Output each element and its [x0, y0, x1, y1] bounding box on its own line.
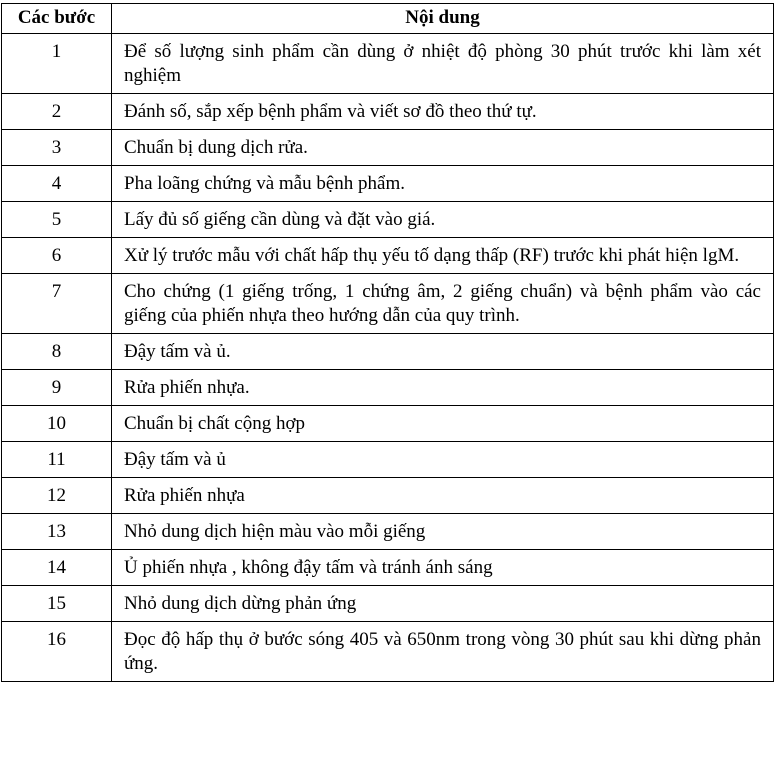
- table-row: [2, 166, 774, 202]
- header-step: Các bước: [2, 4, 112, 34]
- table-header-row: [2, 4, 774, 34]
- step-number: 2: [2, 94, 112, 130]
- table-row: [2, 274, 774, 334]
- step-number: 4: [2, 166, 112, 202]
- step-content: Để số lượng sinh phẩm cần dùng ở nhiệt độ phòng 30 phút trước khi làm xét nghiệm: [112, 34, 774, 94]
- table-row: [2, 442, 774, 478]
- table-row: [2, 238, 774, 274]
- step-number: 7: [2, 274, 112, 334]
- step-content: Đậy tấm và ủ.: [112, 334, 774, 370]
- step-number: 12: [2, 478, 112, 514]
- step-number: 15: [2, 586, 112, 622]
- table-row: [2, 622, 774, 682]
- table-row: [2, 550, 774, 586]
- step-number: 9: [2, 370, 112, 406]
- header-content: Nội dung: [112, 4, 774, 34]
- table-row: [2, 370, 774, 406]
- step-number: 5: [2, 202, 112, 238]
- step-content: Cho chứng (1 giếng trống, 1 chứng âm, 2 giếng chuẩn) và bệnh phẩm vào các giếng của phiến nhựa theo hướng dẫn của quy trình.: [112, 274, 774, 334]
- step-number: 10: [2, 406, 112, 442]
- table-row: [2, 34, 774, 94]
- step-number: 16: [2, 622, 112, 682]
- step-content: Nhỏ dung dịch hiện màu vào mỗi giếng: [112, 514, 774, 550]
- table-row: [2, 130, 774, 166]
- table-row: [2, 514, 774, 550]
- step-content: Rửa phiến nhựa: [112, 478, 774, 514]
- step-content: Chuẩn bị chất cộng hợp: [112, 406, 774, 442]
- step-content: Nhỏ dung dịch dừng phản ứng: [112, 586, 774, 622]
- table-row: [2, 586, 774, 622]
- table-row: [2, 94, 774, 130]
- step-number: 11: [2, 442, 112, 478]
- step-number: 13: [2, 514, 112, 550]
- step-content: Xử lý trước mẫu với chất hấp thụ yếu tố dạng thấp (RF) trước khi phát hiện lgM.: [112, 238, 774, 274]
- step-content: Chuẩn bị dung dịch rửa.: [112, 130, 774, 166]
- step-number: 6: [2, 238, 112, 274]
- table-row: [2, 202, 774, 238]
- step-content: Đọc độ hấp thụ ở bước sóng 405 và 650nm trong vòng 30 phút sau khi dừng phản ứng.: [112, 622, 774, 682]
- table-row: [2, 334, 774, 370]
- step-number: 3: [2, 130, 112, 166]
- table-row: [2, 478, 774, 514]
- table-row: [2, 406, 774, 442]
- step-content: Đậy tấm và ủ: [112, 442, 774, 478]
- step-content: Lấy đủ số giếng cần dùng và đặt vào giá.: [112, 202, 774, 238]
- step-number: 14: [2, 550, 112, 586]
- step-content: Ủ phiến nhựa , không đậy tấm và tránh ánh sáng: [112, 550, 774, 586]
- step-number: 1: [2, 34, 112, 94]
- step-content: Rửa phiến nhựa.: [112, 370, 774, 406]
- step-number: 8: [2, 334, 112, 370]
- step-content: Pha loãng chứng và mẫu bệnh phẩm.: [112, 166, 774, 202]
- step-content: Đánh số, sắp xếp bệnh phẩm và viết sơ đồ theo thứ tự.: [112, 94, 774, 130]
- steps-table: [1, 3, 774, 682]
